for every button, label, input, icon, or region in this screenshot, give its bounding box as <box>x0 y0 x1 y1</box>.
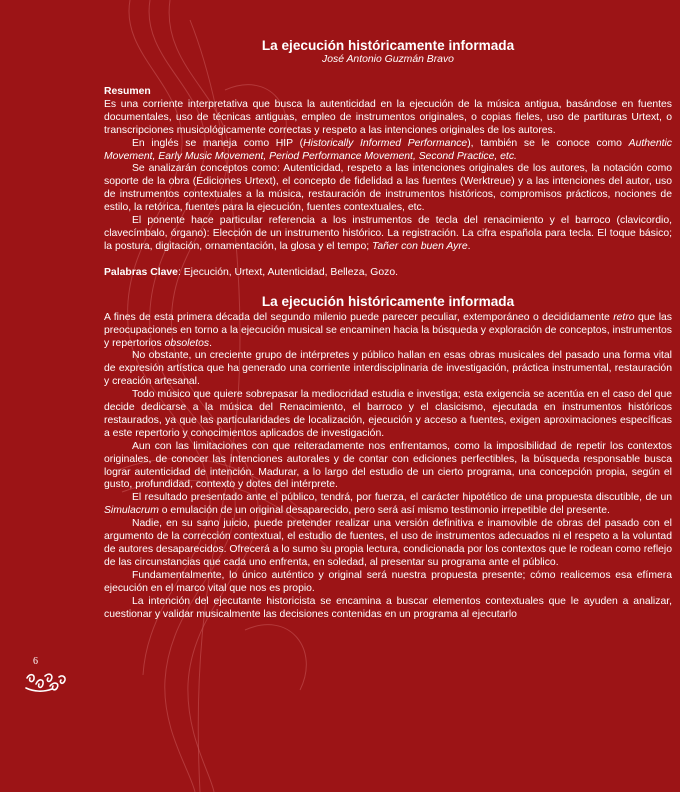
abstract-paragraph: Se analizarán conceptos como: Autenticidad, respeto a las intenciones originales de los autores, la notación como soporte de la obra (Ediciones Urtext), el concepto de fidelidad a las fuentes (Werktreue) y a las intenciones del autor, uso de instrumentos contextuales a la música, restauración de instrumentos históricos, compromisos prácticos, nociones de estilo, la retórica, fuentes para la ejecución, fuentes contextuales, etc. <box>104 163 672 214</box>
italic-term: retro <box>613 311 635 323</box>
keywords: Palabras Clave: Ejecución, Urtext, Autenticidad, Belleza, Gozo. <box>104 266 398 278</box>
italic-term: Historically Informed Performance <box>303 137 468 149</box>
section-heading: La ejecución históricamente informada <box>261 293 515 309</box>
body-paragraph: A fines de esta primera década del segundo milenio puede parecer peculiar, extemporáneo o decididamente retro que las preocupaciones en torno a la ejecución musical se encaminen hacia la búsqueda y exploración de conceptos, instrumentos y repertorios obsoletos. <box>104 311 672 349</box>
italic-term: Authentic Movement, Early Music Movement, Period Performance Movement, Second Practice, etc. <box>104 137 672 162</box>
body-paragraph: Nadie, en su sano juicio, puede pretender realizar una versión definitiva e inamovible de obras del pasado con el argumento de la corrección contextual, el estudio de fuentes, el uso de instrumentos adecuados ni el respeto a la voluntad de autores desaparecidos. Ofrecerá a lo sumo su propia lectura, condicionada por los contextos que le rodean como reflejo de las circunstancias que cada uno enfrenta, en soledad, al presentar su programa ante el público. <box>104 518 672 568</box>
body-paragraph: Fundamentalmente, lo único auténtico y original será nuestra propuesta presente; cómo realicemos esa efímera ejecución en el marco vital que nos es propio. <box>104 569 672 594</box>
abstract-paragraph: El ponente hace particular referencia a los instrumentos de tecla del renacimiento y el barroco (clavicordio, clavecímbalo, órgano): Elección de un instrumento histórico. La registración. La cifra española para tecla. El toque básico; la postura, digitación, ornamentación, la glosa y el tempo; Tañer con buen Ayre. <box>104 215 672 252</box>
keywords-label: Palabras Clave <box>104 266 178 278</box>
italic-term: obsoletos <box>164 337 210 349</box>
abstract-paragraph: Es una corriente interpretativa que busca la autenticidad en la ejecución de la música antigua, basándose en fuentes documentales, uso de técnicas antiguas, empleo de instrumentos originales, o copias fieles, uso de partituras Urtext, o transcripciones musicológicamente correctas y respeto a las intenciones originales de los autores. <box>104 98 672 136</box>
article-author: José Antonio Guzmán Bravo <box>322 54 454 65</box>
italic-term: Simulacrum <box>104 505 159 517</box>
body-paragraph: No obstante, un creciente grupo de intérpretes y público hallan en esas obras musicales del pasado una forma vital de expresión artística que ha generado una corriente interdisciplinaria de investigación, práctica instrumental, restauración y creación artesanal. <box>104 350 672 388</box>
article-content <box>104 38 672 621</box>
abstract-paragraph: En inglés se maneja como HIP (Historically Informed Performance), también se le conoce como Authentic Movement, Early Music Movement, Period Performance Movement, Second Practice, etc. <box>104 137 672 162</box>
body-paragraph: Todo músico que quiere sobrepasar la mediocridad estudia e investiga; esta exigencia se acentúa en el caso del que decide dedicarse a la música del Renacimiento, el barroco y el clasicismo, ejecutada en instrumentos históricos restaurados, ya que las particularidades de localización, ejecución y acceso a fuentes, exigen aproximaciones específicas a este repertorio y conocimientos aplicados de investigación. <box>104 389 672 439</box>
body-paragraph: La intención del ejecutante historicista se encamina a buscar elementos contextuales que le ayuden a analizar, cuestionar y validar musicalmente las decisiones contenidas en un programa al ejecutarlo <box>104 595 672 620</box>
italic-term: Tañer con buen Ayre <box>372 240 468 252</box>
body-paragraph: Aun con las limitaciones con que reiteradamente nos enfrentamos, como la imposibilidad de repetir los contextos originales, de conocer las intenciones autorales y de contar con ediciones perfectibles, la búsqueda responsable busca lograr autenticidad de intención. Madurar, a lo largo del estudio de un cierto programa, una concepción propia, según el gusto, profundidad, contexto y dotes del intérprete. <box>104 440 672 491</box>
page-number: 6 <box>33 656 38 667</box>
body-paragraph: El resultado presentado ante el público, tendrá, por fuerza, el carácter hipotético de una propuesta discutible, de un Simulacrum o emulación de un original desaparecido, pero será así mismo testimonio irrepetible del presente. <box>104 492 672 517</box>
article-title: La ejecución históricamente informada <box>261 38 515 53</box>
abstract-heading: Resumen <box>104 86 151 97</box>
flourish-ornament-icon <box>24 670 68 694</box>
